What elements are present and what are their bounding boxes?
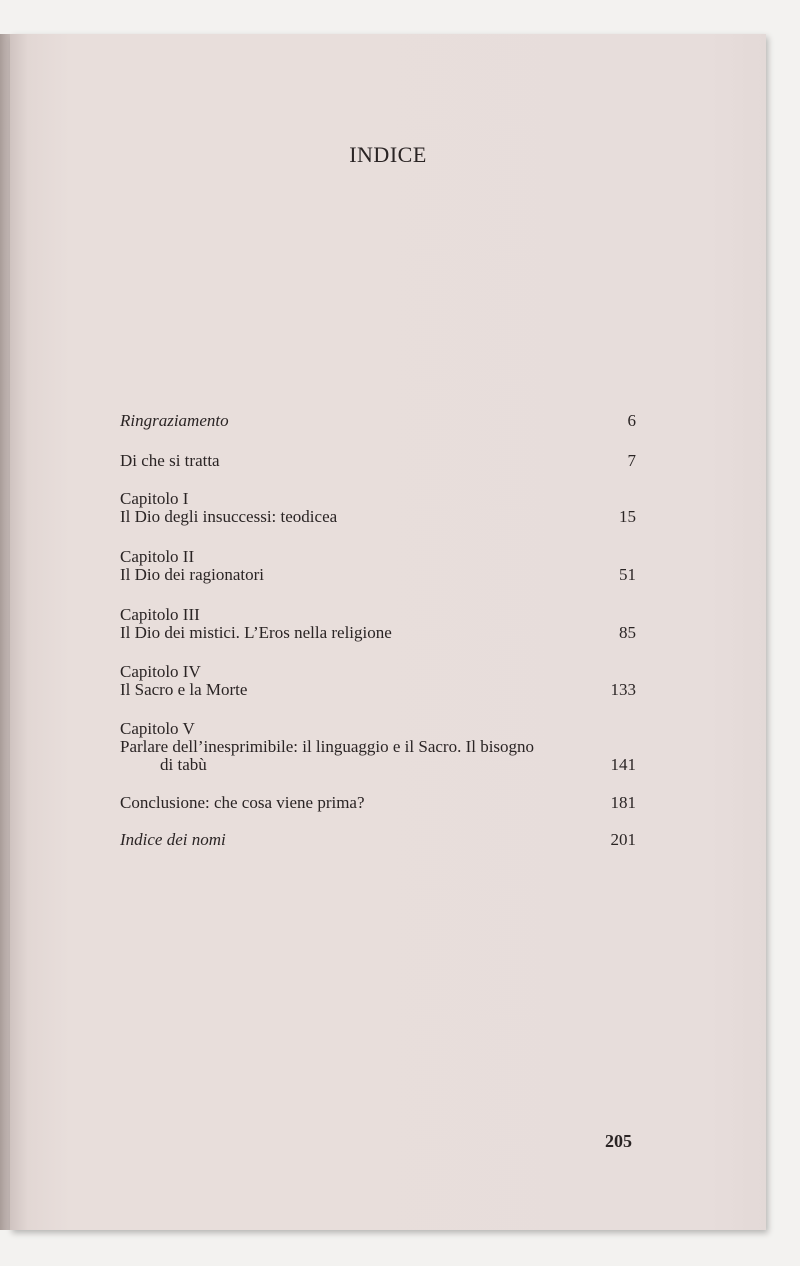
page-title: INDICE <box>349 142 427 167</box>
toc-entry <box>120 490 636 526</box>
toc-entry <box>120 452 636 470</box>
toc-entry <box>120 720 644 774</box>
entry-chapter: Capitolo II <box>120 547 195 566</box>
entry-page: 133 <box>610 680 636 699</box>
entry-page: 85 <box>619 623 636 642</box>
entry-chapter: Capitolo III <box>120 605 200 624</box>
entry-page: 7 <box>627 451 636 470</box>
entry-chapter: Capitolo IV <box>120 662 201 681</box>
toc-entry <box>120 831 636 849</box>
entry-page: 181 <box>610 793 636 812</box>
entry-label: Ringraziamento <box>120 411 229 430</box>
entry-page: 51 <box>619 565 636 584</box>
toc-entry <box>120 606 636 642</box>
toc-entry <box>120 794 636 812</box>
entry-label: Il Sacro e la Morte <box>120 680 248 699</box>
entry-page: 6 <box>627 411 636 430</box>
entry-label: Indice dei nomi <box>120 830 226 849</box>
toc-entry <box>120 548 636 584</box>
entry-label: Di che si tratta <box>120 451 220 470</box>
book-page <box>10 34 766 1230</box>
entry-label-continued: di tabù <box>160 755 207 774</box>
entry-chapter: Capitolo V <box>120 719 195 738</box>
entry-page: 141 <box>610 755 636 774</box>
toc-entry <box>120 412 636 430</box>
entry-label: Il Dio dei mistici. L’Eros nella religione <box>120 623 392 642</box>
entry-label: Il Dio dei ragionatori <box>120 565 264 584</box>
page-number: 205 <box>605 1131 632 1151</box>
entry-label: Parlare dell’inesprimibile: il linguaggio e il Sacro. Il bisogno <box>120 737 535 756</box>
entry-page: 15 <box>619 507 636 526</box>
toc-entry <box>120 663 636 699</box>
entry-page: 201 <box>610 830 636 849</box>
entry-label: Conclusione: che cosa viene prima? <box>120 793 365 812</box>
entry-label: Il Dio degli insuccessi: teodicea <box>120 507 338 526</box>
entry-chapter: Capitolo I <box>120 489 189 508</box>
